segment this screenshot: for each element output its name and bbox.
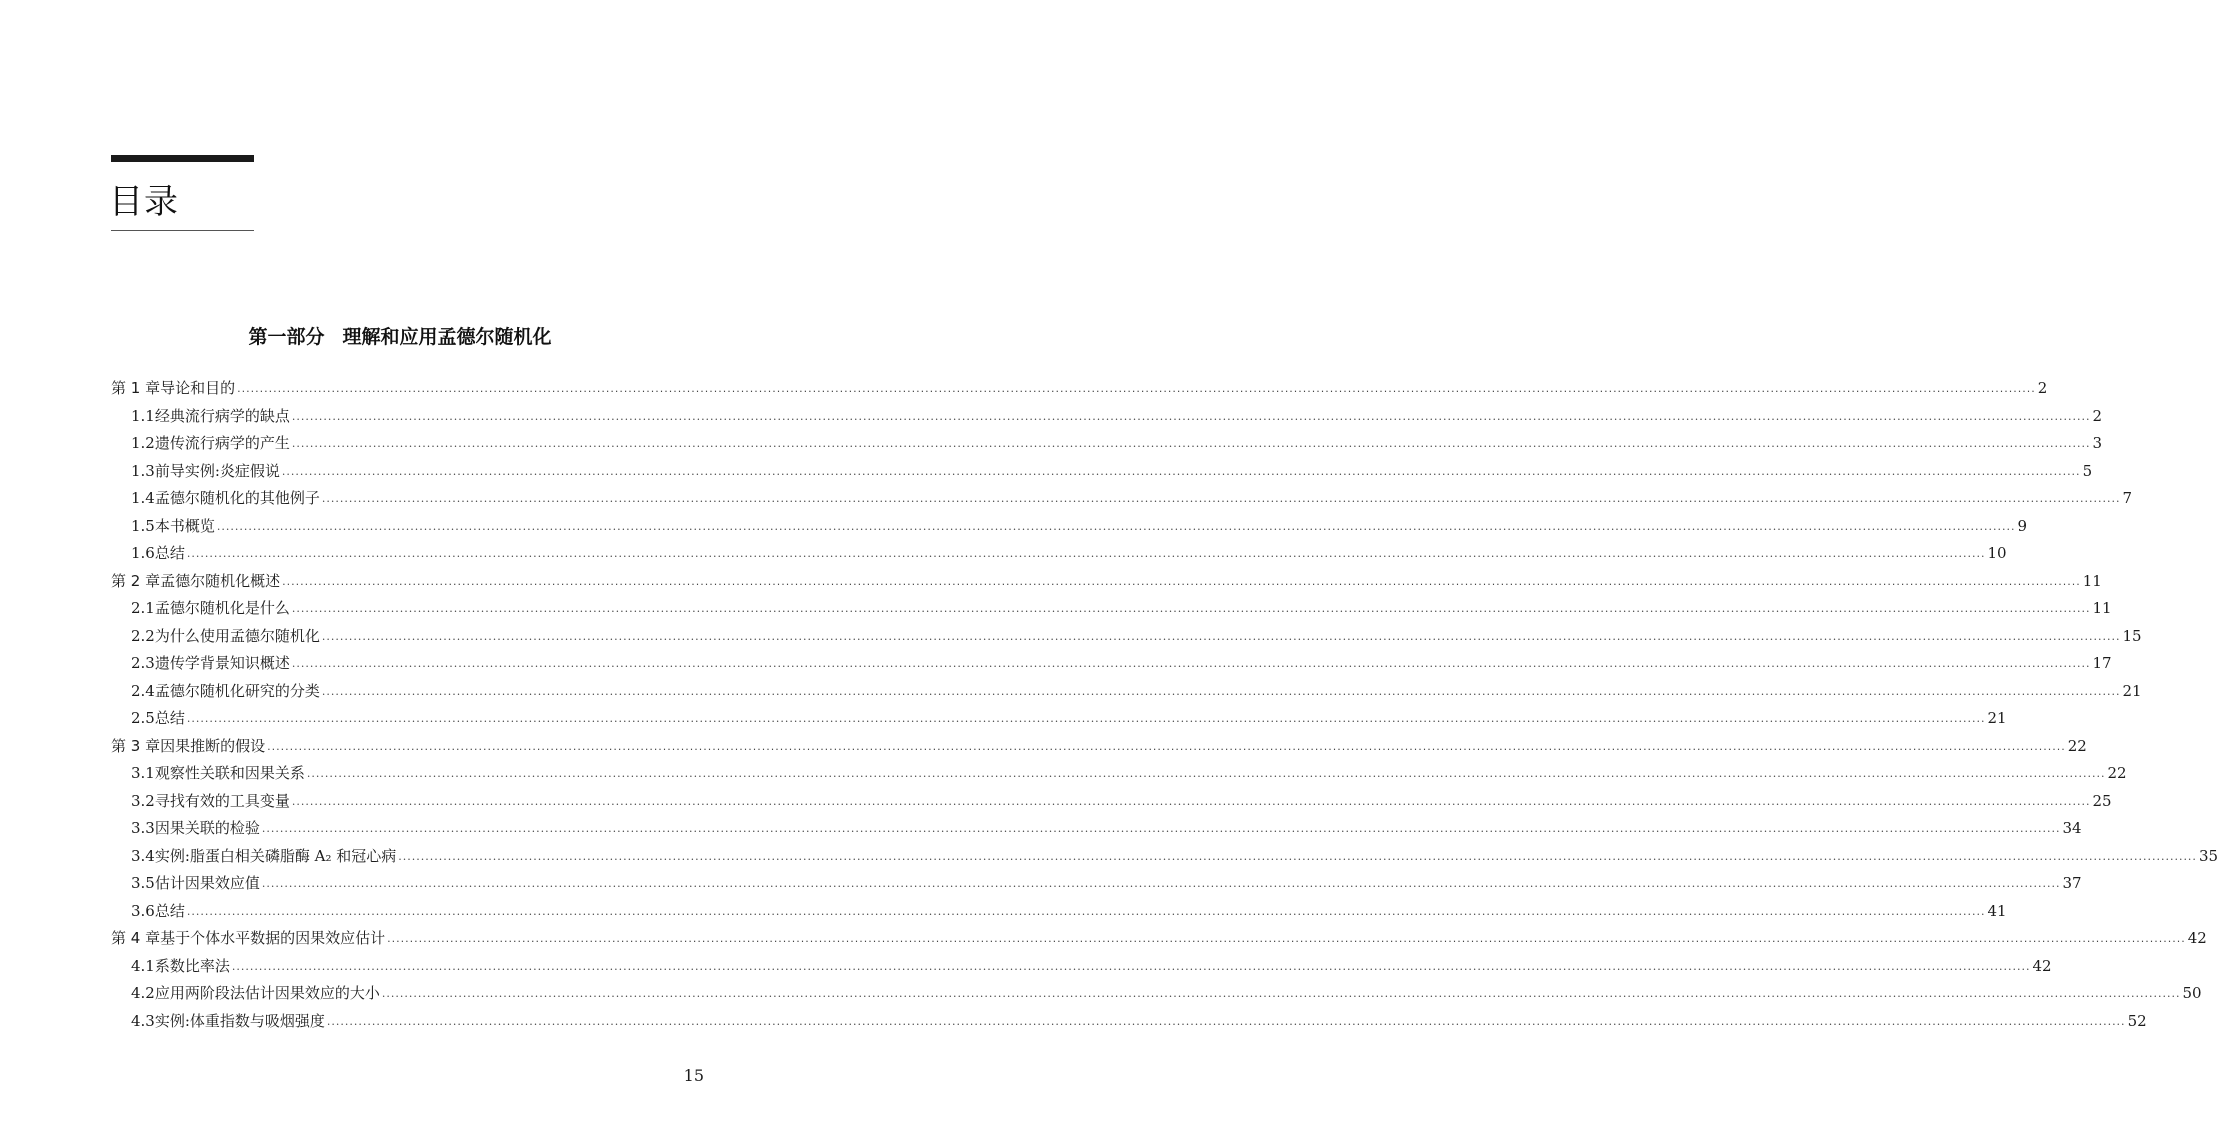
toc-entry-page: 41: [1987, 901, 2007, 920]
toc-entry-number: 第 1 章: [111, 379, 161, 397]
dot-leader: ................................................................................................................................................................................................................................................................................................................................................................................................................: [186, 547, 1986, 560]
toc-entry-title: 寻找有效的工具变量: [154, 791, 290, 810]
dot-leader: ................................................................................................................................................................................................................................................................................................................................................................................................................: [321, 492, 2121, 505]
toc-entry-number: 1.1: [131, 406, 155, 425]
toc-entry-number: 3.2: [131, 791, 155, 810]
toc-entry-number: 3.6: [131, 901, 155, 920]
dot-leader: ................................................................................................................................................................................................................................................................................................................................................................................................................: [381, 987, 2181, 1000]
toc-chapter-entry[interactable]: [111, 735, 2087, 763]
toc-entry-page: 42: [2187, 929, 2207, 947]
toc-entry-page: 7: [2122, 489, 2133, 507]
dot-leader: ................................................................................................................................................................................................................................................................................................................................................................................................................: [291, 602, 2091, 615]
toc-entry-number: 4.2: [131, 984, 155, 1002]
toc-section-entry[interactable]: [111, 652, 2112, 680]
toc-entry-number: 1.5: [131, 516, 155, 535]
toc-entry-page: 25: [2092, 791, 2112, 810]
toc-section-entry[interactable]: [111, 845, 2218, 873]
dot-leader: ................................................................................................................................................................................................................................................................................................................................................................................................................: [186, 904, 1986, 918]
toc-entry-page: 22: [2067, 736, 2087, 755]
toc-entry-page: 52: [2127, 1011, 2147, 1030]
toc-entry-number: 4.1: [131, 956, 155, 975]
toc-section-entry[interactable]: [111, 597, 2112, 625]
toc-section-entry[interactable]: [111, 762, 2127, 790]
dot-leader: ................................................................................................................................................................................................................................................................................................................................................................................................................: [387, 932, 2186, 945]
toc-entry-number: 3.3: [131, 819, 155, 837]
toc-entry-title: 前导实例:炎症假说: [154, 461, 280, 480]
toc-section-entry[interactable]: [111, 515, 2028, 543]
dot-leader: ................................................................................................................................................................................................................................................................................................................................................................................................................: [291, 657, 2091, 670]
toc-entry-number: 第 2 章: [111, 571, 161, 590]
toc-entry-page: 50: [2182, 984, 2202, 1002]
toc-entry-title: 应用两阶段法估计因果效应的大小: [154, 984, 380, 1002]
toc-entry-page: 9: [2017, 516, 2028, 535]
dot-leader: ................................................................................................................................................................................................................................................................................................................................................................................................................: [291, 437, 2091, 450]
toc-entry-page: 3: [2092, 434, 2103, 452]
dot-leader: ................................................................................................................................................................................................................................................................................................................................................................................................................: [216, 519, 2016, 533]
toc-entry-number: 2.5: [131, 709, 155, 727]
toc-entry-title: 因果关联的检验: [154, 819, 260, 837]
dot-leader: ................................................................................................................................................................................................................................................................................................................................................................................................................: [237, 382, 2036, 395]
dot-leader: ................................................................................................................................................................................................................................................................................................................................................................................................................: [267, 739, 2066, 753]
toc-entry-page: 21: [1987, 709, 2007, 727]
page-title: 目录: [109, 182, 179, 222]
toc-entry-number: 3.4: [131, 846, 155, 865]
toc-entry-number: 2.2: [131, 626, 155, 645]
dot-leader: ................................................................................................................................................................................................................................................................................................................................................................................................................: [186, 712, 1986, 725]
toc-entry-title: 本书概览: [154, 516, 215, 535]
toc-section-entry[interactable]: [111, 955, 2052, 983]
dot-leader: ................................................................................................................................................................................................................................................................................................................................................................................................................: [321, 629, 2121, 643]
dot-leader: ................................................................................................................................................................................................................................................................................................................................................................................................................: [291, 409, 2091, 423]
title-top-bar: [111, 155, 254, 162]
toc-entry-title: 基于个体水平数据的因果效应估计: [160, 929, 386, 947]
toc-entry-title: 实例:体重指数与吸烟强度: [154, 1011, 325, 1030]
toc-entry-number: 3.1: [131, 764, 155, 782]
toc-section-entry[interactable]: [111, 817, 2082, 845]
toc-entry-title: 总结: [154, 901, 185, 920]
toc-entry-title: 估计因果效应值: [154, 874, 260, 892]
toc-section-entry[interactable]: [111, 680, 2142, 708]
toc-entry-page: 15: [2122, 626, 2142, 645]
dot-leader: ................................................................................................................................................................................................................................................................................................................................................................................................................: [261, 877, 2061, 890]
toc-entry-page: 2: [2037, 379, 2048, 397]
toc-entry-page: 35: [2198, 846, 2218, 865]
toc-entry-number: 1.2: [131, 434, 155, 452]
toc-section-entry[interactable]: [111, 542, 2007, 570]
page-number: 15: [683, 1066, 704, 1085]
toc-section-entry[interactable]: [111, 460, 2093, 488]
toc-entry-title: 系数比率法: [154, 956, 230, 975]
part-label: 第一部分: [248, 326, 325, 348]
dot-leader: ................................................................................................................................................................................................................................................................................................................................................................................................................: [306, 767, 2106, 780]
dot-leader: ................................................................................................................................................................................................................................................................................................................................................................................................................: [231, 959, 2031, 973]
toc-entry-title: 总结: [154, 709, 185, 727]
toc-chapter-entry[interactable]: [111, 927, 2207, 955]
toc-entry-title: 遗传流行病学的产生: [154, 434, 290, 452]
table-of-contents: [111, 377, 2218, 1037]
toc-entry-title: 孟德尔随机化的其他例子: [154, 489, 320, 507]
toc-entry-page: 11: [2082, 571, 2102, 590]
toc-entry-title: 为什么使用孟德尔随机化: [154, 626, 320, 645]
dot-leader: ................................................................................................................................................................................................................................................................................................................................................................................................................: [282, 574, 2081, 588]
toc-entry-title: 实例:脂蛋白相关磷脂酶 A₂ 和冠心病: [154, 846, 397, 865]
toc-entry-title: 因果推断的假设: [160, 736, 266, 755]
toc-chapter-entry[interactable]: [111, 570, 2102, 598]
dot-leader: ................................................................................................................................................................................................................................................................................................................................................................................................................: [291, 794, 2091, 808]
toc-entry-page: 5: [2082, 461, 2093, 480]
toc-section-entry[interactable]: [111, 790, 2112, 818]
title-underline: [111, 230, 254, 231]
dot-leader: ................................................................................................................................................................................................................................................................................................................................................................................................................: [326, 1014, 2126, 1028]
toc-section-entry[interactable]: [111, 982, 2202, 1010]
toc-entry-number: 4.3: [131, 1011, 155, 1030]
toc-section-entry[interactable]: [111, 707, 2007, 735]
toc-entry-page: 34: [2062, 819, 2082, 837]
toc-entry-page: 21: [2122, 681, 2142, 700]
toc-entry-number: 第 4 章: [111, 929, 161, 947]
toc-entry-title: 导论和目的: [160, 379, 236, 397]
toc-entry-title: 观察性关联和因果关系: [154, 764, 305, 782]
toc-entry-page: 22: [2107, 764, 2127, 782]
toc-entry-title: 经典流行病学的缺点: [154, 406, 290, 425]
toc-entry-title: 孟德尔随机化是什么: [154, 599, 290, 617]
toc-entry-number: 2.4: [131, 681, 155, 700]
dot-leader: ................................................................................................................................................................................................................................................................................................................................................................................................................: [321, 684, 2121, 698]
toc-entry-page: 17: [2092, 654, 2112, 672]
toc-entry-title: 总结: [154, 544, 185, 562]
toc-section-entry[interactable]: [111, 900, 2007, 928]
toc-section-entry[interactable]: [111, 405, 2103, 433]
toc-entry-page: 2: [2092, 406, 2103, 425]
toc-section-entry[interactable]: [111, 1010, 2147, 1038]
toc-section-entry[interactable]: [111, 432, 2103, 460]
toc-section-entry[interactable]: [111, 487, 2133, 515]
toc-entry-title: 孟德尔随机化概述: [160, 571, 281, 590]
toc-entry-number: 1.3: [131, 461, 155, 480]
toc-entry-number: 2.1: [131, 599, 155, 617]
toc-entry-page: 11: [2092, 599, 2112, 617]
toc-entry-page: 10: [1987, 544, 2007, 562]
toc-entry-title: 孟德尔随机化研究的分类: [154, 681, 320, 700]
toc-entry-page: 42: [2032, 956, 2052, 975]
toc-section-entry[interactable]: [111, 625, 2142, 653]
dot-leader: ................................................................................................................................................................................................................................................................................................................................................................................................................: [281, 464, 2081, 478]
toc-section-entry[interactable]: [111, 872, 2082, 900]
part-title: 理解和应用孟德尔随机化: [342, 326, 552, 348]
toc-entry-number: 1.4: [131, 489, 155, 507]
toc-entry-number: 第 3 章: [111, 736, 161, 755]
toc-entry-number: 2.3: [131, 654, 155, 672]
dot-leader: ................................................................................................................................................................................................................................................................................................................................................................................................................: [398, 849, 2197, 863]
toc-entry-title: 遗传学背景知识概述: [154, 654, 290, 672]
toc-chapter-entry[interactable]: [111, 377, 2048, 405]
toc-entry-number: 1.6: [131, 544, 155, 562]
dot-leader: ................................................................................................................................................................................................................................................................................................................................................................................................................: [261, 822, 2061, 835]
toc-entry-page: 37: [2062, 874, 2082, 892]
toc-entry-number: 3.5: [131, 874, 155, 892]
part-heading: [0, 322, 800, 349]
